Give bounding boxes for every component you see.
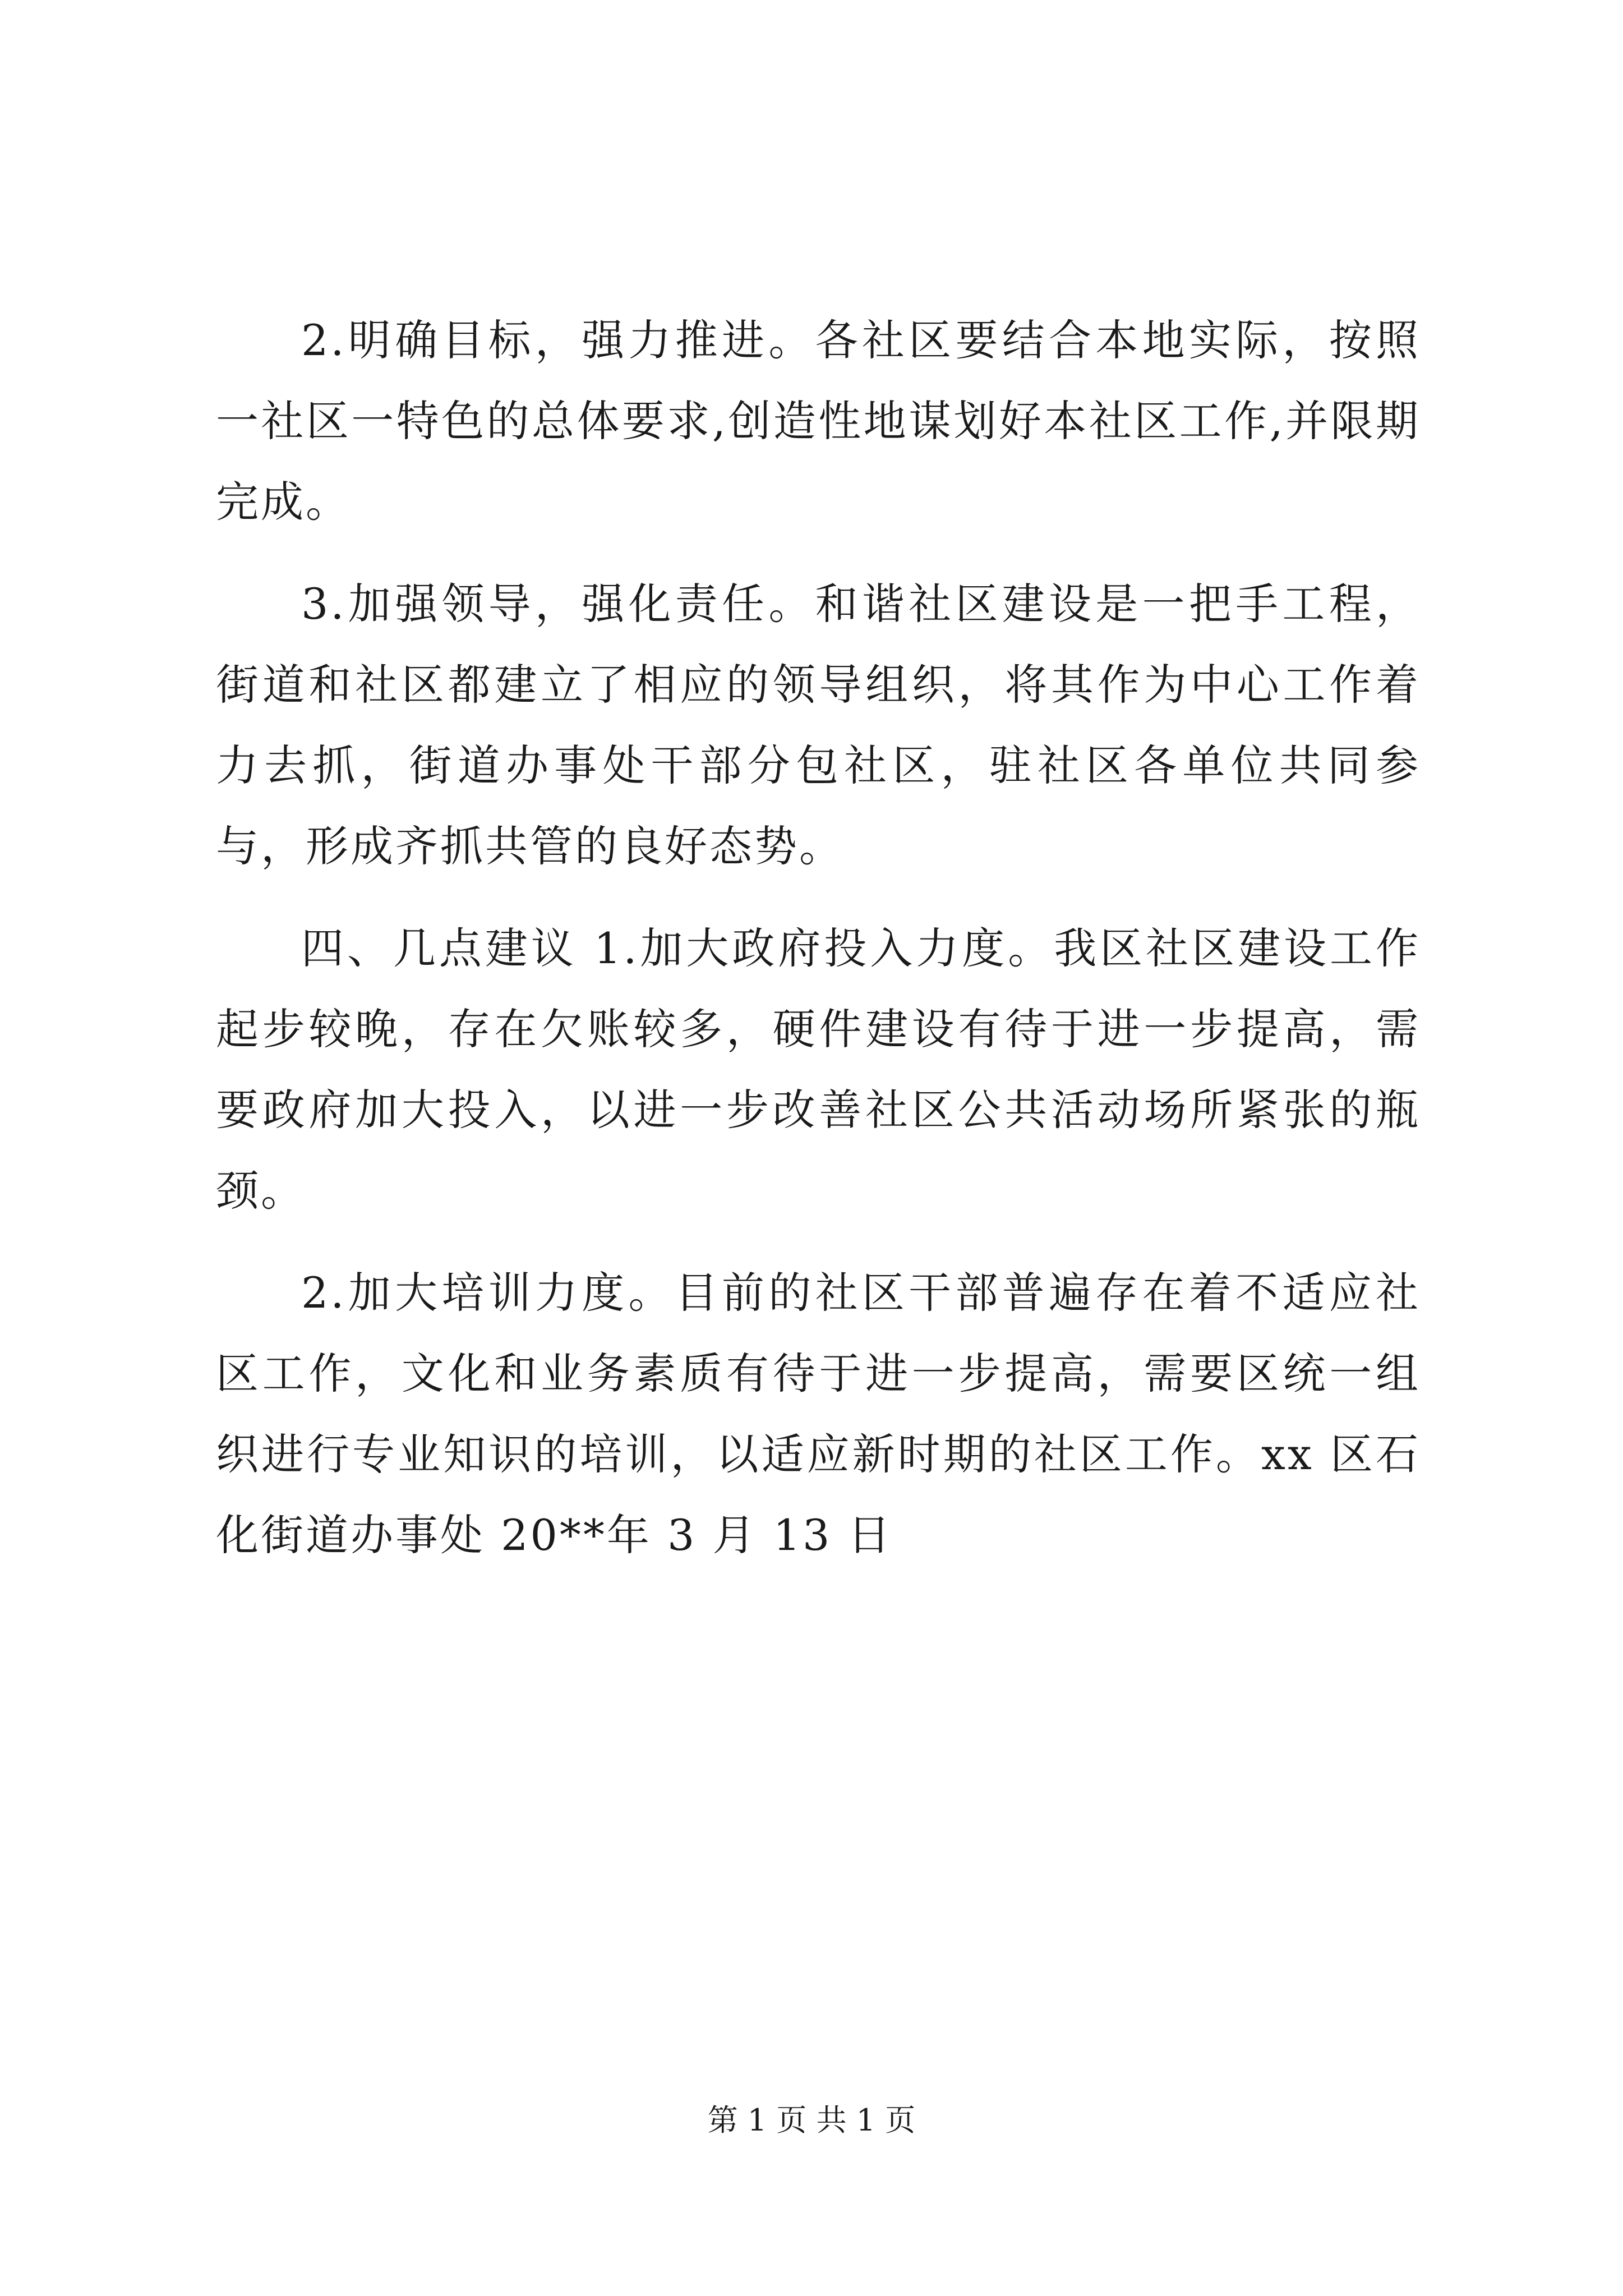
paragraph-training: 2.加大培训力度。目前的社区干部普遍存在着不适应社区工作，文化和业务素质有待于进一步提高，需要区统一组织进行专业知识的培训，以适应新时期的社区工作。xx 区石化街道办事处 20**年 3 月 13 日 — [216, 1268, 1421, 1560]
page-footer: 第 1 页 共 1 页 — [707, 2102, 916, 2138]
paragraph-goal: 2.明确目标，强力推进。各社区要结合本地实际，按照一社区一特色的总体要求,创造性地谋划好本社区工作,并限期完成。 — [216, 315, 1421, 527]
document-body — [216, 300, 1421, 1597]
paragraph-suggestions: 四、几点建议 1.加大政府投入力度。我区社区建设工作起步较晚，存在欠账较多，硬件建设有待于进一步提高，需要政府加大投入，以进一步改善社区公共活动场所紧张的瓶颈。 — [216, 923, 1421, 1216]
paragraph-leadership: 3.加强领导，强化责任。和谐社区建设是一把手工程，街道和社区都建立了相应的领导组织，将其作为中心工作着力去抓，街道办事处干部分包社区，驻社区各单位共同参与，形成齐抓共管的良好态势。 — [216, 579, 1421, 871]
